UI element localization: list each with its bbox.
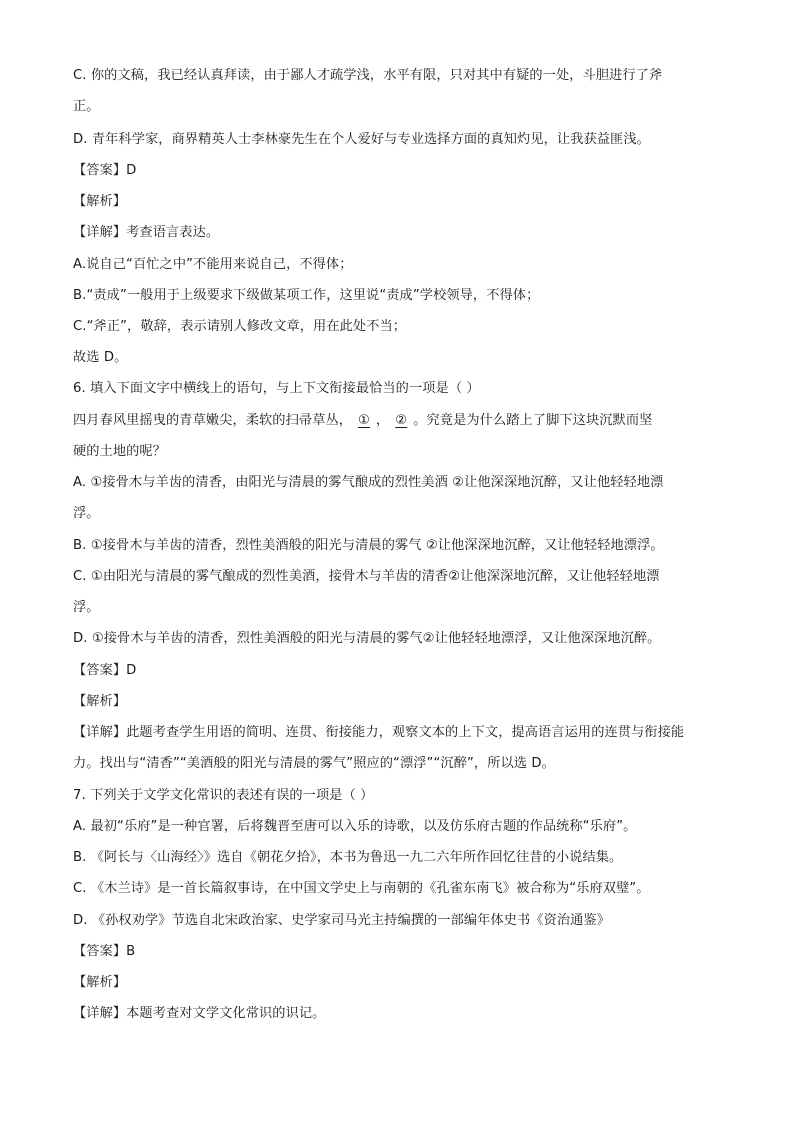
q7-detail: 【详解】本题考查对文学文化常识的识记。 [73,1006,326,1021]
conclusion: 故选 D。 [73,350,128,365]
q6-detail-line-1: 【详解】此题考查学生用语的简明、连贯、衔接能力，观察文本的上下文，提高语言运用的连贯与衔接能 [73,725,685,740]
explanation-c: C.“斧正”，敬辞，表示请别人修改文章，用在此处不当； [73,319,407,334]
q6-option-c-line-1: C. ①由阳光与清晨的雾气酿成的烈性美酒，接骨木与羊齿的清香②让他深深地沉醉，又让他轻轻地漂 [73,569,660,584]
question-6-stem-cont: 硬的土地的呢？ [73,444,167,459]
q7-option-d: D. 《孙权劝学》节选自北宋政治家、史学家司马光主持编撰的一部编年体史书《资治通鉴》 [73,913,611,928]
q6-option-c-line-2: 浮。 [73,600,100,615]
question-6-stem [73,412,723,430]
question-7-title: 7. 下列关于文学文化常识的表述有误的一项是（ ） [73,788,374,803]
blank-1: ① [358,413,370,428]
q7-answer-label: 【答案】B [73,944,136,959]
q6-option-a-line-2: 浮。 [73,506,100,521]
q6-analysis-label: 【解析】 [73,694,127,709]
q6-answer-label: 【答案】D [73,663,137,678]
q6-detail-line-2: 力。找出与“清香”“美酒般的阳光与清晨的雾气”照应的“漂浮”“沉醉”，所以选 D。 [73,756,555,771]
q7-analysis-label: 【解析】 [73,975,127,990]
option-c-line-1: C. 你的文稿，我已经认真拜读，由于鄙人才疏学浅，水平有限，只对其中有疑的一处，斗胆进行了斧 [73,68,663,83]
analysis-label: 【解析】 [73,194,127,209]
q6-option-d: D. ①接骨木与羊齿的清香，烈性美酒般的阳光与清晨的雾气②让他轻轻地漂浮，又让他深深地沉醉。 [73,631,661,646]
answer-label: 【答案】D [73,163,137,178]
explanation-a: A.说自己“百忙之中”不能用来说自己，不得体； [73,257,353,272]
q6-option-b: B. ①接骨木与羊齿的清香，烈性美酒般的阳光与清晨的雾气 ②让他深深地沉醉，又让他轻轻地漂浮。 [73,538,664,553]
stem-separator: ， [375,413,390,428]
option-d-line: D. 青年科学家，商界精英人士李林豪先生在个人爱好与专业选择方面的真知灼见，让我获益匪浅。 [73,132,650,147]
q7-option-c: C. 《木兰诗》是一首长篇叙事诗，在中国文学史上与南朝的《孔雀东南飞》被合称为“乐府双璧”。 [73,881,650,896]
question-6-title: 6. 填入下面文字中横线上的语句，与上下文衔接最恰当的一项是（ ） [73,381,480,396]
q7-option-b: B. 《阿长与〈山海经〉》选自《朝花夕拾》，本书为鲁迅一九二六年所作回忆往昔的小说结集。 [73,850,623,865]
explanation-b: B.“责成”一般用于上级要求下级做某项工作，这里说“责成”学校领导，不得体； [73,288,540,303]
detail-explanation: 【详解】考查语言表达。 [73,225,220,240]
stem-suffix: 。究竟是为什么踏上了脚下这块沉默而坚 [413,413,653,428]
option-c-line-2: 正。 [73,99,100,114]
blank-2: ② [395,413,408,428]
q6-option-a-line-1: A. ①接骨木与羊齿的清香，由阳光与清晨的雾气酿成的烈性美酒 ②让他深深地沉醉，又让他轻轻地漂 [73,475,664,490]
stem-prefix: 四月春风里摇曳的青草嫩尖，柔软的扫帚草丛， [73,413,353,428]
q7-option-a: A. 最初“乐府”是一种官署，后将魏晋至唐可以入乐的诗歌，以及仿乐府古题的作品统称“乐府”。 [73,819,637,834]
